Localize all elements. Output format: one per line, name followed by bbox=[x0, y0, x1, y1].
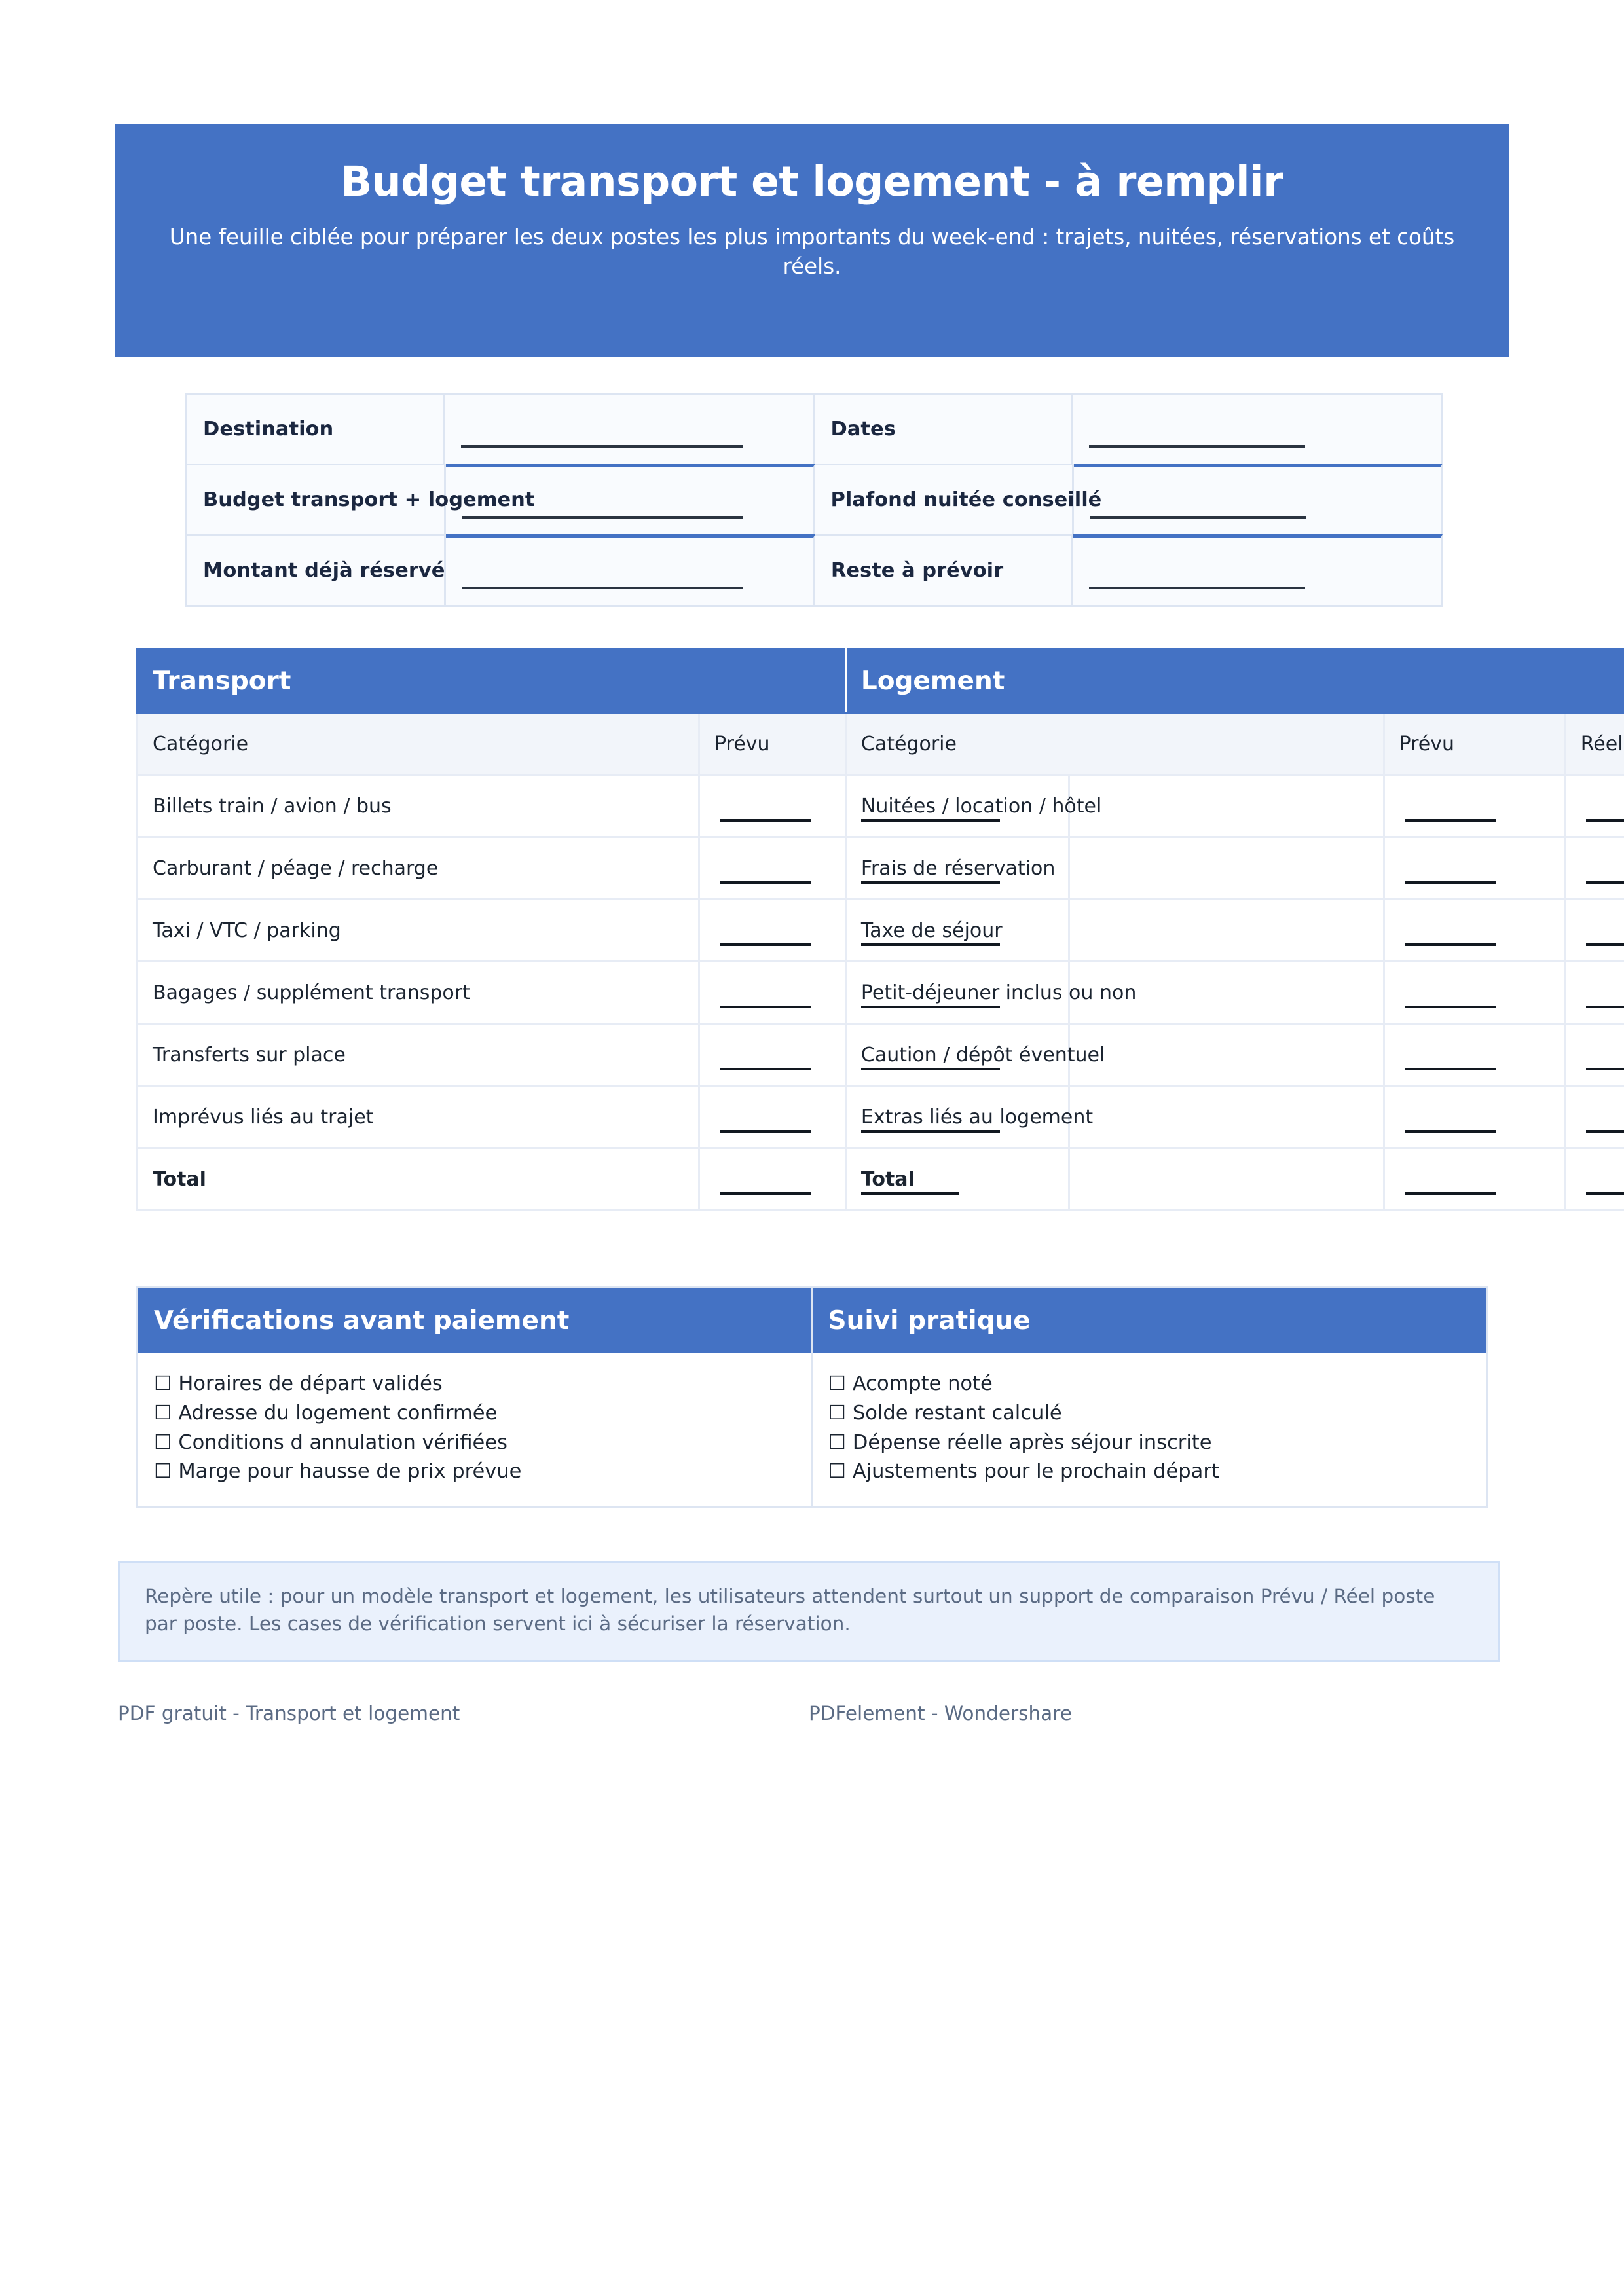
cell-transport-total-planned[interactable] bbox=[699, 1148, 846, 1211]
info-field-montant-reserve[interactable] bbox=[446, 534, 815, 607]
budget-table bbox=[136, 648, 1624, 1211]
write-in-blank[interactable] bbox=[462, 587, 743, 589]
write-in-blank[interactable] bbox=[1405, 943, 1496, 946]
checkbox-icon[interactable]: ☐ bbox=[828, 1460, 846, 1484]
write-in-blank[interactable] bbox=[720, 943, 811, 946]
write-in-blank[interactable] bbox=[720, 1068, 811, 1070]
list-item[interactable] bbox=[828, 1370, 1471, 1399]
write-in-blank[interactable] bbox=[1405, 1006, 1496, 1008]
table-row bbox=[138, 775, 1624, 837]
cell-transport-category bbox=[138, 900, 699, 962]
write-in-blank[interactable] bbox=[720, 1006, 811, 1008]
cell-text: Nuitées / location / hôtel bbox=[860, 794, 1102, 818]
info-label-text: Plafond nuitée conseillé bbox=[830, 488, 1102, 511]
list-item-label: Marge pour hausse de prix prévue bbox=[178, 1460, 522, 1484]
info-label-text: Budget transport + logement bbox=[203, 488, 535, 511]
info-label-budget-transport-logement bbox=[187, 465, 535, 536]
group-header-transport: Transport bbox=[138, 649, 846, 714]
checklist-suivi-pratique bbox=[813, 1288, 1487, 1506]
table-sub-header-row bbox=[138, 714, 1624, 775]
checkbox-icon[interactable]: ☐ bbox=[154, 1430, 172, 1454]
cell-text: Petit-déjeuner inclus ou non bbox=[860, 981, 1137, 1004]
write-in-blank[interactable] bbox=[1405, 819, 1496, 822]
write-in-blank[interactable] bbox=[1586, 1192, 1624, 1195]
list-item-label: Acompte noté bbox=[852, 1372, 993, 1395]
header-banner bbox=[115, 124, 1509, 357]
cell-logement-total-spacer bbox=[1069, 1148, 1384, 1211]
table-row bbox=[138, 837, 1624, 900]
write-in-blank[interactable] bbox=[861, 881, 1000, 884]
checklist-items bbox=[813, 1353, 1487, 1506]
list-item[interactable] bbox=[154, 1429, 795, 1458]
budget-table-wrapper bbox=[136, 648, 1624, 1211]
list-item-label: Horaires de départ validés bbox=[178, 1372, 443, 1395]
write-in-blank[interactable] bbox=[1089, 587, 1305, 589]
write-in-blank[interactable] bbox=[861, 1006, 1000, 1008]
cell-logement-category-spacer bbox=[1069, 837, 1384, 900]
list-item[interactable] bbox=[828, 1399, 1471, 1429]
cell-logement-category-spacer bbox=[1069, 775, 1384, 837]
cell-text: Total bbox=[860, 1167, 915, 1191]
info-row bbox=[187, 395, 1443, 465]
info-label-text: Reste à prévoir bbox=[830, 559, 1004, 582]
cell-logement-planned[interactable] bbox=[1384, 1086, 1565, 1148]
cell-logement-total-label bbox=[845, 1148, 1069, 1211]
cell-logement-planned[interactable] bbox=[1384, 1024, 1565, 1086]
checklist-verifications bbox=[138, 1288, 813, 1506]
group-header-logement: Logement bbox=[845, 649, 1624, 714]
write-in-blank[interactable] bbox=[861, 1068, 1000, 1070]
cell-transport-category bbox=[138, 962, 699, 1024]
page-subtitle: Une feuille ciblée pour préparer les deux postes les plus importants du week-end : trajets, nuitées, réservations et coûts réels. bbox=[169, 225, 1455, 280]
write-in-blank[interactable] bbox=[861, 943, 1000, 946]
cell-logement-planned[interactable] bbox=[1384, 775, 1565, 837]
list-item-label: Dépense réelle après séjour inscrite bbox=[852, 1430, 1212, 1454]
cell-text: Caution / dépôt éventuel bbox=[860, 1043, 1105, 1066]
info-label-text: Dates bbox=[830, 418, 896, 441]
column-header-logement-reel: Réel bbox=[1565, 714, 1624, 775]
cell-text: Taxe de séjour bbox=[860, 919, 1003, 942]
column-header-logement-categorie: Catégorie bbox=[845, 714, 1384, 775]
list-item[interactable] bbox=[828, 1457, 1471, 1487]
list-item[interactable] bbox=[154, 1370, 795, 1399]
write-in-blank[interactable] bbox=[1405, 1068, 1496, 1070]
cell-text: Extras liés au logement bbox=[860, 1105, 1094, 1129]
info-label-destination bbox=[187, 395, 445, 465]
cell-transport-category bbox=[138, 1086, 699, 1148]
cell-logement-planned[interactable] bbox=[1384, 837, 1565, 900]
list-item-label: Adresse du logement confirmée bbox=[178, 1401, 498, 1425]
info-label-plafond-nuitee bbox=[815, 465, 1102, 536]
write-in-blank[interactable] bbox=[720, 1130, 811, 1133]
table-row bbox=[138, 1086, 1624, 1148]
write-in-blank[interactable] bbox=[1405, 1130, 1496, 1133]
cell-text: Imprévus liés au trajet bbox=[153, 1105, 374, 1129]
write-in-blank[interactable] bbox=[861, 1192, 959, 1195]
list-item-label: Conditions d annulation vérifiées bbox=[178, 1430, 507, 1454]
cell-logement-category-spacer bbox=[1069, 900, 1384, 962]
column-header-transport-prevu: Prévu bbox=[699, 714, 846, 775]
info-field-plafond-nuitee[interactable] bbox=[1074, 464, 1443, 536]
list-item-label: Solde restant calculé bbox=[852, 1401, 1062, 1425]
write-in-blank[interactable] bbox=[720, 881, 811, 884]
checkbox-icon[interactable]: ☐ bbox=[828, 1430, 846, 1454]
write-in-blank[interactable] bbox=[720, 819, 811, 822]
hint-note-box bbox=[118, 1561, 1500, 1662]
cell-logement-category bbox=[845, 1024, 1105, 1086]
info-grid bbox=[185, 393, 1443, 607]
checklist-items bbox=[138, 1353, 811, 1506]
cell-logement-planned[interactable] bbox=[1384, 900, 1565, 962]
cell-logement-actual[interactable] bbox=[1565, 837, 1624, 900]
cell-transport-category bbox=[138, 775, 699, 837]
cell-logement-actual[interactable] bbox=[1565, 775, 1624, 837]
info-field-reste-a-prevoir[interactable] bbox=[1073, 534, 1443, 607]
write-in-blank[interactable] bbox=[1089, 445, 1305, 448]
cell-logement-actual[interactable] bbox=[1565, 1024, 1624, 1086]
cell-logement-category bbox=[845, 1086, 1094, 1148]
info-field-dates[interactable] bbox=[1073, 395, 1443, 465]
checklist-panels bbox=[136, 1286, 1488, 1508]
write-in-blank[interactable] bbox=[1586, 943, 1624, 946]
page-title: Budget transport et logement - à remplir bbox=[341, 158, 1283, 206]
write-in-blank[interactable] bbox=[861, 1130, 1000, 1133]
cell-text: Frais de réservation bbox=[860, 856, 1056, 880]
write-in-blank[interactable] bbox=[720, 1192, 811, 1195]
write-in-blank[interactable] bbox=[1586, 1068, 1624, 1070]
table-group-header-row bbox=[138, 649, 1624, 714]
info-label-text: Destination bbox=[203, 418, 334, 441]
checklist-title: Vérifications avant paiement bbox=[138, 1288, 811, 1353]
cell-transport-planned[interactable] bbox=[699, 900, 846, 962]
cell-logement-actual[interactable] bbox=[1565, 900, 1624, 962]
cell-logement-category bbox=[845, 837, 1069, 900]
checkbox-icon[interactable]: ☐ bbox=[154, 1401, 172, 1425]
cell-transport-planned[interactable] bbox=[699, 962, 846, 1024]
cell-logement-category-spacer bbox=[1069, 1024, 1384, 1086]
write-in-blank[interactable] bbox=[861, 819, 1000, 822]
info-label-dates bbox=[815, 395, 1073, 465]
table-row bbox=[138, 900, 1624, 962]
checkbox-icon[interactable]: ☐ bbox=[154, 1372, 172, 1395]
write-in-blank[interactable] bbox=[461, 445, 743, 448]
cell-transport-category bbox=[138, 1024, 699, 1086]
info-label-text: Montant déjà réservé bbox=[203, 559, 445, 582]
footer-right-text: PDFelement - Wondershare bbox=[809, 1702, 1072, 1724]
cell-transport-planned[interactable] bbox=[699, 775, 846, 837]
info-label-montant-reserve bbox=[187, 536, 446, 607]
page-footer bbox=[118, 1702, 1500, 1735]
list-item[interactable] bbox=[154, 1399, 795, 1429]
cell-logement-total-planned[interactable] bbox=[1384, 1148, 1565, 1211]
table-row bbox=[138, 1024, 1624, 1086]
column-header-transport-categorie: Catégorie bbox=[138, 714, 699, 775]
write-in-blank[interactable] bbox=[1405, 881, 1496, 884]
info-field-destination[interactable] bbox=[445, 395, 815, 465]
checkbox-icon[interactable]: ☐ bbox=[828, 1372, 846, 1395]
table-row bbox=[138, 962, 1624, 1024]
cell-transport-total-label bbox=[138, 1148, 699, 1211]
table-total-row bbox=[138, 1148, 1624, 1211]
cell-text: Carburant / péage / recharge bbox=[153, 856, 439, 880]
footer-left-text: PDF gratuit - Transport et logement bbox=[118, 1702, 460, 1724]
cell-text: Total bbox=[153, 1167, 206, 1191]
cell-transport-planned[interactable] bbox=[699, 1086, 846, 1148]
write-in-blank[interactable] bbox=[462, 516, 743, 519]
cell-logement-category bbox=[845, 775, 1102, 837]
cell-text: Taxi / VTC / parking bbox=[153, 919, 341, 942]
cell-transport-category bbox=[138, 837, 699, 900]
info-row bbox=[187, 536, 1443, 607]
cell-transport-planned[interactable] bbox=[699, 837, 846, 900]
write-in-blank[interactable] bbox=[1586, 1006, 1624, 1008]
cell-transport-planned[interactable] bbox=[699, 1024, 846, 1086]
cell-logement-planned[interactable] bbox=[1384, 962, 1565, 1024]
write-in-blank[interactable] bbox=[1586, 1130, 1624, 1133]
cell-text: Bagages / supplément transport bbox=[153, 981, 470, 1004]
hint-note-text: Repère utile : pour un modèle transport et logement, les utilisateurs attendent surtout un support de comparaison Prévu / Réel poste par poste. Les cases de vérification servent ici à sécuriser la réservation. bbox=[145, 1585, 1435, 1635]
cell-logement-category bbox=[845, 962, 1137, 1024]
write-in-blank[interactable] bbox=[1405, 1192, 1496, 1195]
list-item-label: Ajustements pour le prochain départ bbox=[852, 1460, 1219, 1484]
write-in-blank[interactable] bbox=[1090, 516, 1306, 519]
info-label-reste-a-prevoir bbox=[815, 536, 1073, 607]
checklist-title: Suivi pratique bbox=[813, 1288, 1487, 1353]
write-in-blank[interactable] bbox=[1586, 819, 1624, 822]
list-item[interactable] bbox=[154, 1457, 795, 1487]
cell-logement-actual[interactable] bbox=[1565, 1086, 1624, 1148]
checkbox-icon[interactable]: ☐ bbox=[154, 1460, 172, 1484]
info-row bbox=[187, 465, 1443, 536]
cell-text: Transferts sur place bbox=[153, 1043, 346, 1066]
write-in-blank[interactable] bbox=[1586, 881, 1624, 884]
column-header-logement-prevu: Prévu bbox=[1384, 714, 1565, 775]
cell-logement-category-spacer bbox=[1069, 1086, 1384, 1148]
cell-text: Billets train / avion / bus bbox=[153, 794, 392, 818]
checkbox-icon[interactable]: ☐ bbox=[828, 1401, 846, 1425]
cell-logement-category bbox=[845, 900, 1069, 962]
cell-logement-total-actual[interactable] bbox=[1565, 1148, 1624, 1211]
list-item[interactable] bbox=[828, 1429, 1471, 1458]
cell-logement-actual[interactable] bbox=[1565, 962, 1624, 1024]
